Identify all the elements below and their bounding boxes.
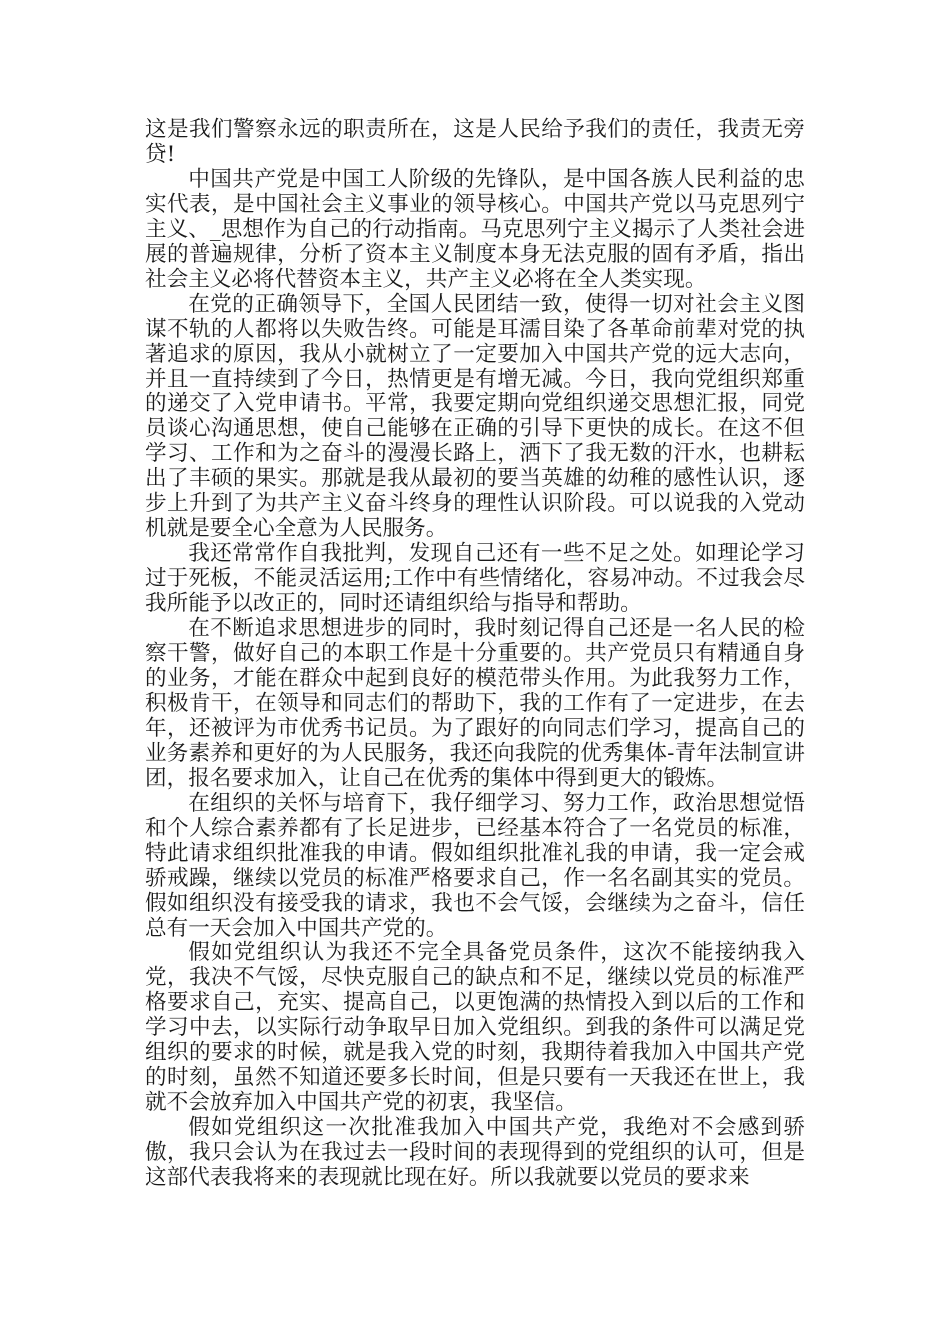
paragraph-6: 在组织的关怀与培育下，我仔细学习、努力工作，政治思想觉悟和个人综合素养都有了长足进步，已经基本符合了一名党员的标准，特此请求组织批准我的申请。假如组织批准礼我的申请，我一定会戒骄戒躁，继续以党员的标准严格要求自己，作一名名副其实的党员。假如组织没有接受我的请求，我也不会气馁，会继续为之奋斗，信任总有一天会加入中国共产党的。 [145, 790, 805, 941]
paragraph-1: 这是我们警察永远的职责所在，这是人民给予我们的责任，我责无旁贷! [145, 117, 805, 167]
paragraph-5: 在不断追求思想进步的同时，我时刻记得自己还是一名人民的检察干警，做好自己的本职工作是十分重要的。共产党员只有精通自身的业务，才能在群众中起到良好的模范带头作用。为此我努力工作，积极肯干，在领导和同志们的帮助下，我的工作有了一定进步，在去年，还被评为市优秀书记员。为了跟好的向同志们学习，提高自己的业务素养和更好的为人民服务，我还向我院的优秀集体-青年法制宣讲团，报名要求加入，让自己在优秀的集体中得到更大的锻炼。 [145, 616, 805, 791]
paragraph-2: 中国共产党是中国工人阶级的先锋队，是中国各族人民利益的忠实代表，是中国社会主义事业的领导核心。中国共产党以马克思列宁主义、_思想作为自己的行动指南。马克思列宁主义揭示了人类社会进展的普遍规律，分析了资本主义制度本身无法克服的固有矛盾，指出社会主义必将代替资本主义，共产主义必将在全人类实现。 [145, 166, 805, 292]
paragraph-4: 我还常常作自我批判，发现自己还有一些不足之处。如理论学习过于死板，不能灵活运用;工作中有些情绪化，容易冲动。不过我会尽我所能予以改正的，同时还请组织给与指导和帮助。 [145, 541, 805, 617]
document-body [145, 118, 805, 1191]
paragraph-8: 假如党组织这一次批准我加入中国共产党，我绝对不会感到骄傲，我只会认为在我过去一段时间的表现得到的党组织的认可，但是这部代表我将来的表现就比现在好。所以我就要以党员的要求来 [145, 1115, 805, 1191]
paragraph-3: 在党的正确领导下，全国人民团结一致，使得一切对社会主义图谋不轨的人都将以失败告终。可能是耳濡目染了各革命前辈对党的执著追求的原因，我从小就树立了一定要加入中国共产党的远大志向，并且一直持续到了今日，热情更是有增无减。今日，我向党组织郑重的递交了入党申请书。平常，我要定期向党组织递交思想汇报，同党员谈心沟通思想，使自己能够在正确的引导下更快的成长。在这不但学习、工作和为之奋斗的漫漫长路上，洒下了我无数的汗水，也耕耘出了丰硕的果实。那就是我从最初的要当英雄的幼稚的感性认识，逐步上升到了为共产主义奋斗终身的理性认识阶段。可以说我的入党动机就是要全心全意为人民服务。 [145, 291, 805, 542]
paragraph-7: 假如党组织认为我还不完全具备党员条件，这次不能接纳我入党，我决不气馁，尽快克服自己的缺点和不足，继续以党员的标准严格要求自己，充实、提高自己，以更饱满的热情投入到以后的工作和学习中去，以实际行动争取早日加入党组织。到我的条件可以满足党组织的要求的时候，就是我入党的时刻，我期待着我加入中国共产党的时刻，虽然不知道还要多长时间，但是只要有一天我还在世上，我就不会放弃加入中国共产党的初衷，我坚信。 [145, 940, 805, 1116]
